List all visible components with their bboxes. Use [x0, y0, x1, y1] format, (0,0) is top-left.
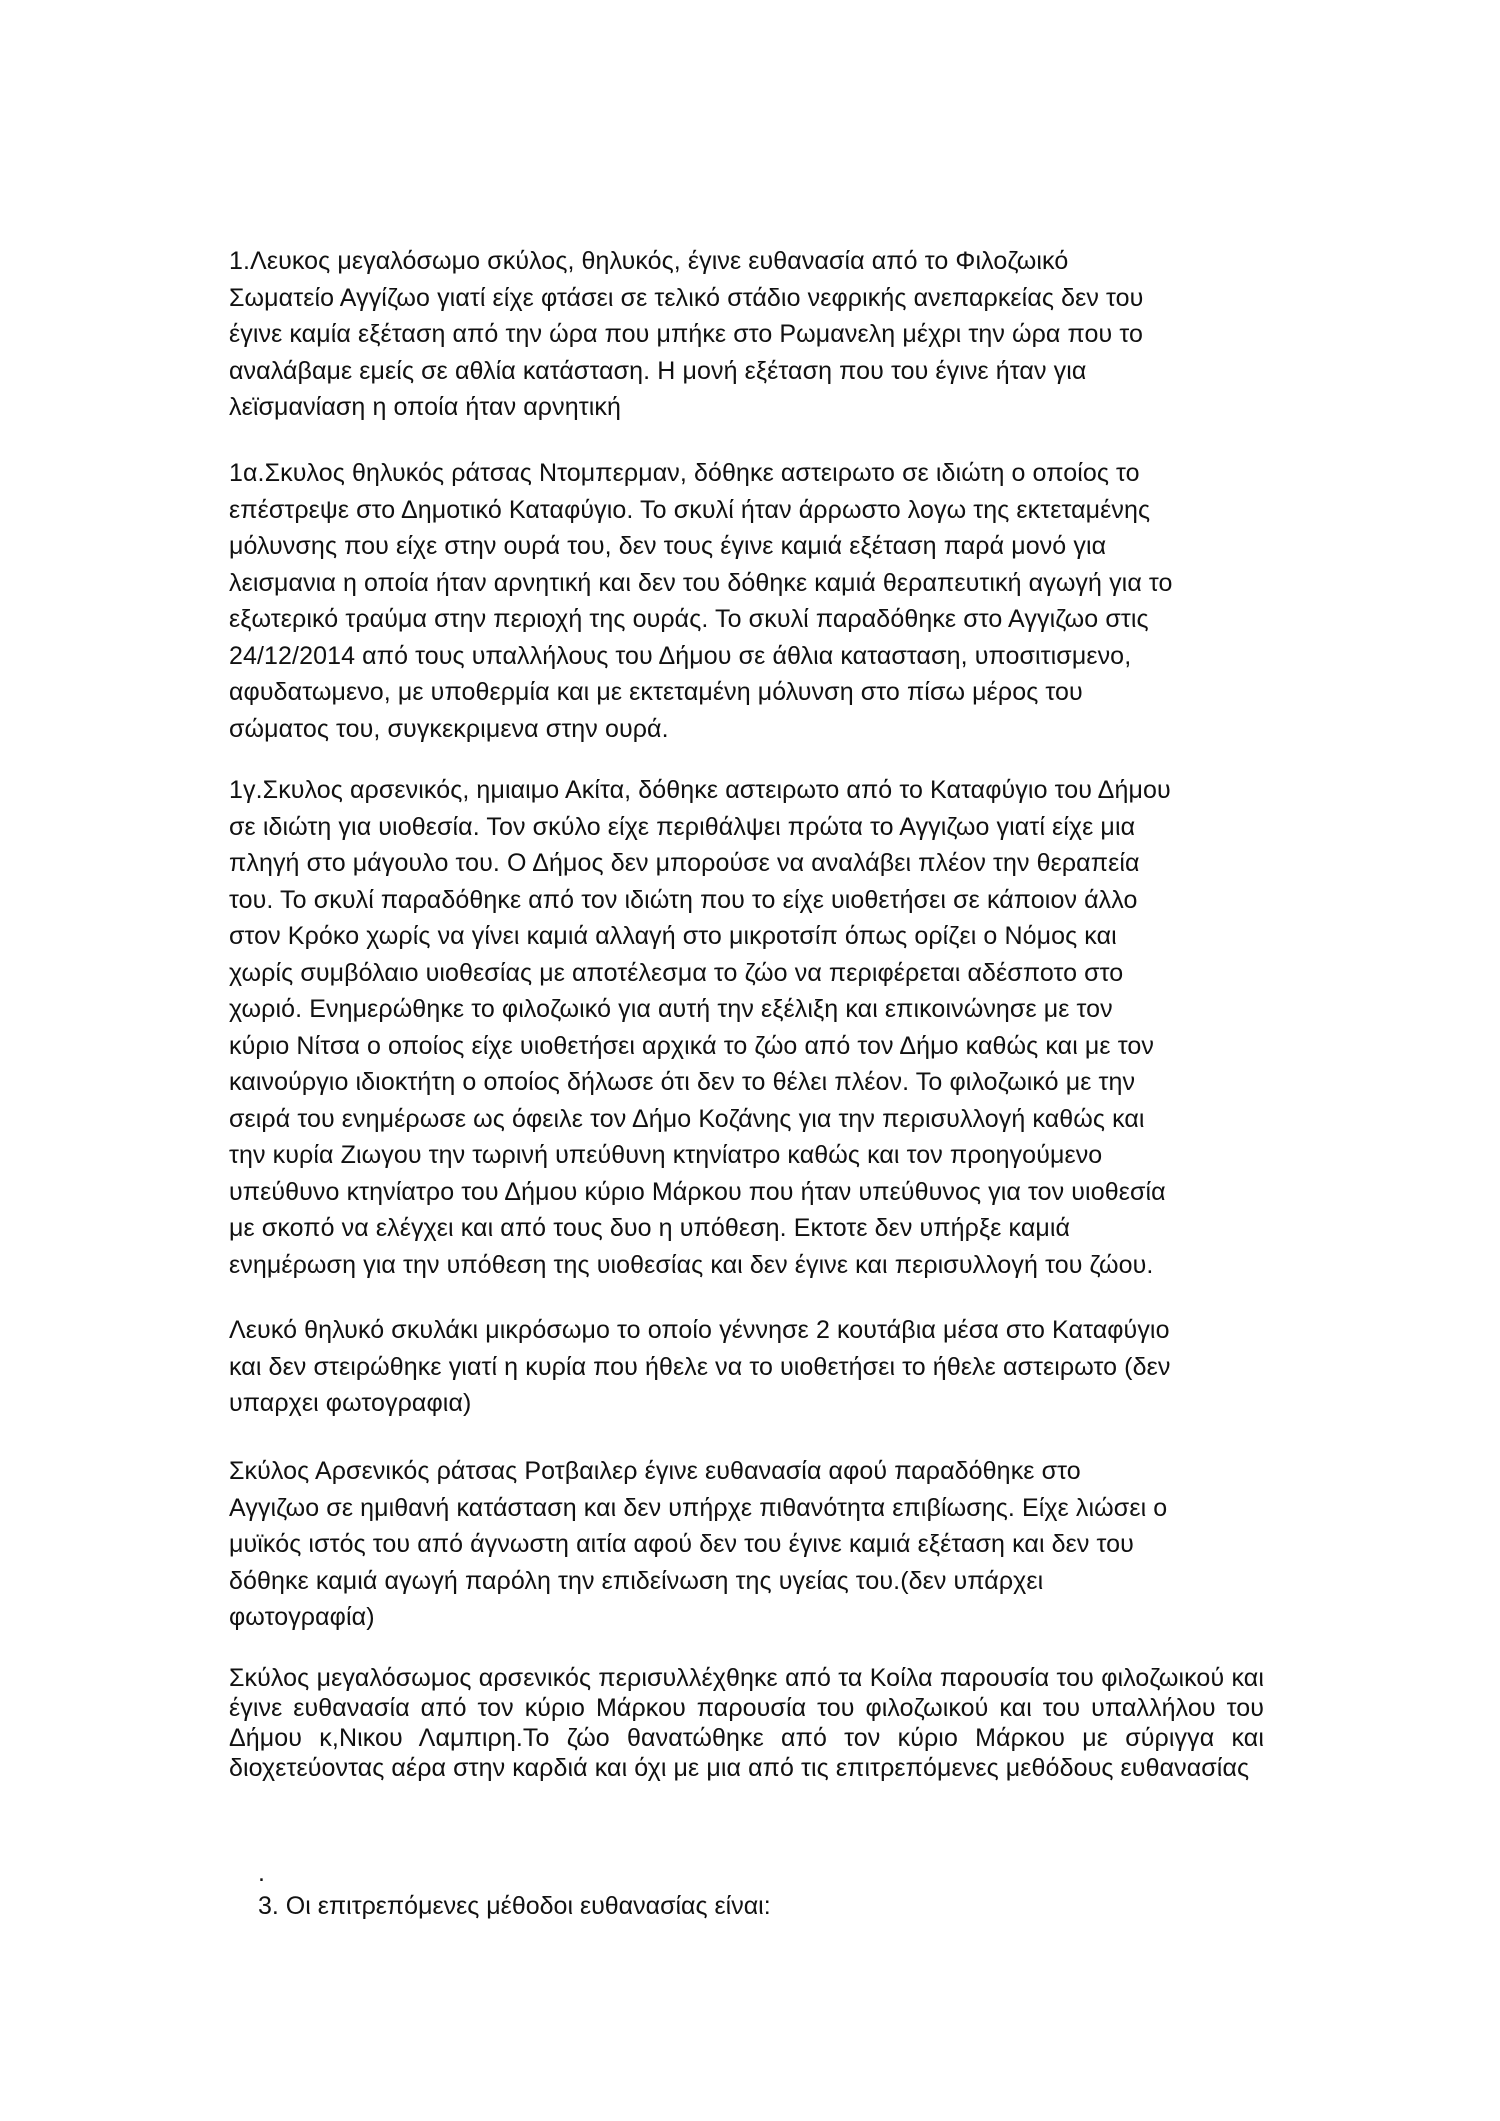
paragraph-white-dog-euthanasia: 1.Λευκος μεγαλόσωμο σκύλος, θηλυκός, έγινε ευθανασία από το Φιλοζωικό Σωματείο Αγγίζωο γιατί είχε φτάσει σε τελικό στάδιο νεφρικής ανεπαρκείας δεν του έγινε καμία εξέταση από την ώρα που μπήκε στο Ρωμανελη μέχρι την ώρα που το αναλάβαμε εμείς σε αθλία κατάσταση. Η μονή εξέταση που του έγινε ήταν για λεϊσμανίαση η οποία ήταν αρνητική — [229, 247, 1144, 421]
paragraph-small-white-dog: Λευκό θηλυκό σκυλάκι μικρόσωμο το οποίο γέννησε 2 κουτάβια μέσα στο Καταφύγιο και δεν στειρώθηκε γιατί η κυρία που ήθελε να το υιοθετήσει το ήθελε αστειρωτο (δεν υπαρχει φωτογραφια) — [229, 1316, 1171, 1417]
paragraph-koila-dog: Σκύλος μεγαλόσωμος αρσενικός περισυλλέχθηκε από τα Κοίλα παρουσία του φιλοζωικού και έγινε ευθανασία από τον κύριο Μάρκου παρουσία του φιλοζωικού και του υπαλλήλου του Δήμου κ,Νικου Λαμπιρη.Το ζώο θανατώθηκε από τον κύριο Μάρκου με σύριγγα και διοχετεύοντας αέρα στην καρδιά και όχι με μια από τις επιτρεπόμενες μεθόδους ευθανασίας — [229, 1664, 1264, 1782]
paragraph-akita: 1γ.Σκυλος αρσενικός, ημιαιμο Ακίτα, δόθηκε αστειρωτο από το Καταφύγιο του Δήμου σε ιδιώτη για υιοθεσία. Τον σκύλο είχε περιθάλψει πρώτα το Αγγιζωο γιατί είχε μια πληγή στο μάγουλο του. Ο Δήμος δεν μπορούσε να αναλάβει πλέον την θεραπεία του. Το σκυλί παραδόθηκε από τον ιδιώτη που το είχε υιοθετήσει σε κάποιον άλλο στον Κρόκο χωρίς να γίνει καμιά αλλαγή στο μικροτσίπ όπως ορίζει ο Νόμος και χωρίς συμβόλαιο υιοθεσίας με αποτέλεσμα το ζώο να περιφέρεται αδέσποτο στο χωριό. Ενημερώθηκε το φιλοζωικό για αυτή την εξέλιξη και επικοινώνησε με τον κύριο Νίτσα ο οποίος είχε υιοθετήσει αρχικά το ζώο από τον Δήμο καθώς και με τον καινούργιο ιδιοκτήτη ο οποίος δήλωσε ότι δεν το θέλει πλέον. Το φιλοζωικό με την σειρά του ενημέρωσε ως όφειλε τον Δήμο Κοζάνης για την περισυλλογή καθώς και την κυρία Ζιωγου την τωρινή υπεύθυνη κτηνίατρο καθώς και τον προηγούμενο υπεύθυνο κτηνίατρο του Δήμου κύριο Μάρκου που ήταν υπεύθυνος για τον υιοθεσία με σκοπό να ελέγχει και από τους δυο η υπόθεση. Εκτοτε δεν υπήρξε καμιά ενημέρωση για την υπόθεση της υιοθεσίας και δεν έγινε και περισυλλογή του ζώου. — [229, 776, 1171, 1279]
paragraph-rottweiler: Σκύλος Αρσενικός ράτσας Ροτβαιλερ έγινε ευθανασία αφού παραδόθηκε στο Αγγιζωο σε ημιθανή κατάσταση και δεν υπήρχε πιθανότητα επιβίωσης. Είχε λιώσει ο μυϊκός ιστός του από άγνωστη αιτία αφού δεν του έγινε καμιά εξέταση και δεν του δόθηκε καμιά αγωγή παρόλη την επιδείνωση της υγείας του.(δεν υπάρχει φωτογραφία) — [229, 1457, 1168, 1631]
stray-dot: . — [258, 1859, 265, 1887]
paragraph-doberman: 1α.Σκυλος θηλυκός ράτσας Ντομπερμαν, δόθηκε αστειρωτο σε ιδιώτη ο οποίος το επέστρεψε στο Δημοτικό Καταφύγιο. Το σκυλί ήταν άρρωστο λογω της εκτεταμένης μόλυνσης που είχε στην ουρά του, δεν τους έγινε καμιά εξέταση παρά μονό για λεισμανια η οποία ήταν αρνητική και δεν του δόθηκε καμιά θεραπευτική αγωγή για το εξωτερικό τραύμα στην περιοχή της ουράς. Το σκυλί παραδόθηκε στο Αγγιζωο στις 24/12/2014 από τους υπαλλήλους του Δήμου σε άθλια κατασταση, υποσιτισμενο, αφυδατωμενο, με υποθερμία και με εκτεταμένη μόλυνση στο πίσω μέρος του σώματος του, συγκεκριμενα στην ουρά. — [229, 459, 1173, 743]
list-item-euthanasia-methods: 3. Οι επιτρεπόμενες μέθοδοι ευθανασίας είναι: — [258, 1892, 771, 1920]
